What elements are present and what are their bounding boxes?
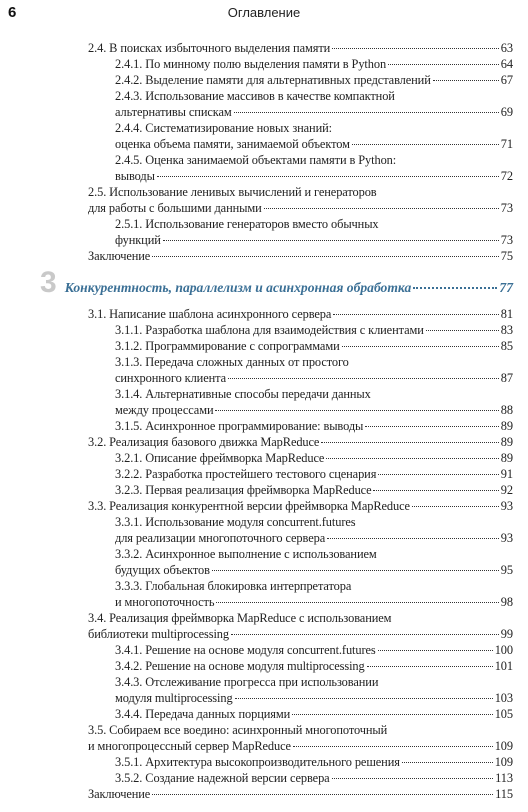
toc-entry-title[interactable]: 3.3.1. Использование модуля concurrent.futures <box>115 515 356 529</box>
chapter-number: 3 <box>40 266 57 299</box>
toc-entry-page: 93 <box>500 531 513 545</box>
dot-leader <box>228 378 499 379</box>
toc-entry-title: 3.1.1. Разработка шаблона для взаимодействия с клиентами <box>115 323 424 337</box>
toc-entry-title: 3.2.2. Разработка простейшего тестового сценария <box>115 467 377 481</box>
toc-entry-title-continued: и многопроцессный сервер MapReduce <box>88 739 291 753</box>
dot-leader <box>378 474 498 475</box>
toc-entry[interactable] <box>115 450 513 466</box>
toc-entry-title[interactable]: 3.3.2. Асинхронное выполнение с использованием <box>115 547 377 561</box>
dot-leader <box>264 208 499 209</box>
toc-entry-title: 3.1.2. Программирование с сопрограммами <box>115 339 340 353</box>
toc-entry[interactable] <box>88 786 513 802</box>
toc-entry[interactable] <box>115 338 513 354</box>
toc-entry-title: 3.1. Написание шаблона асинхронного сервера <box>88 307 332 321</box>
toc-entry-page: 63 <box>500 41 513 55</box>
toc-entry[interactable] <box>115 168 513 184</box>
toc-entry-title: 3.2.1. Описание фреймворка MapReduce <box>115 451 325 465</box>
dot-leader <box>378 650 493 651</box>
dot-leader <box>413 287 497 289</box>
dot-leader <box>412 506 499 507</box>
toc-entry-title: 3.3. Реализация конкурентной версии фреймворка MapReduce <box>88 499 410 513</box>
toc-entry-title: 2.4.1. По минному полю выделения памяти в Python <box>115 57 387 71</box>
toc-entry-title-continued: будущих объектов <box>115 563 210 577</box>
toc-entry[interactable] <box>115 482 513 498</box>
dot-leader <box>426 330 499 331</box>
toc-entry-title[interactable]: 2.4.4. Систематизирование новых знаний: <box>115 121 332 135</box>
toc-entry[interactable] <box>115 104 513 120</box>
dot-leader <box>327 538 499 539</box>
toc-entry-title-continued: для реализации многопоточного сервера <box>115 531 326 545</box>
toc-entry-title[interactable]: 3.1.4. Альтернативные способы передачи данных <box>115 387 371 401</box>
toc-entry-title-continued: выводы <box>115 169 155 183</box>
toc-entry-page: 101 <box>494 659 513 673</box>
dot-leader <box>342 346 499 347</box>
toc-entry[interactable] <box>115 642 513 658</box>
toc-entry-title-continued: альтернативы спискам <box>115 105 232 119</box>
toc-entry-title[interactable]: 3.1.3. Передача сложных данных от простого <box>115 355 349 369</box>
dot-leader <box>215 410 498 411</box>
toc-entry-page: 91 <box>500 467 513 481</box>
toc-entry[interactable] <box>115 530 513 546</box>
toc-entry-page: 103 <box>494 691 513 705</box>
toc-entry-title: 3.4.1. Решение на основе модуля concurrent.futures <box>115 643 376 657</box>
toc-entry[interactable] <box>115 72 513 88</box>
toc-entry-title[interactable]: 2.4.3. Использование массивов в качестве компактной <box>115 89 395 103</box>
dot-leader <box>163 240 499 241</box>
toc-entry[interactable] <box>115 706 513 722</box>
toc-entry-page: 99 <box>500 627 513 641</box>
dot-leader <box>332 778 494 779</box>
header-title: Оглавление <box>227 5 301 20</box>
toc-entry-title: 3.2.3. Первая реализация фреймворка MapReduce <box>115 483 372 497</box>
toc-entry-page: 93 <box>500 499 513 513</box>
dot-leader <box>216 602 498 603</box>
toc-entry-page: 73 <box>500 233 513 247</box>
toc-entry-title[interactable]: 2.5. Использование ленивых вычислений и генераторов <box>88 185 377 199</box>
toc-entry[interactable] <box>115 658 513 674</box>
toc-entry-page: 89 <box>500 451 513 465</box>
toc-entry-page: 81 <box>500 307 513 321</box>
toc-entry-page: 72 <box>500 169 513 183</box>
toc-entry[interactable] <box>88 738 513 754</box>
dot-leader <box>235 698 493 699</box>
toc-entry-page: 71 <box>500 137 513 151</box>
toc-entry[interactable] <box>115 402 513 418</box>
header-page-number: 6 <box>8 4 17 21</box>
toc-entry[interactable] <box>88 248 513 264</box>
toc-entry-title[interactable]: 2.4.5. Оценка занимаемой объектами памяти в Python: <box>115 153 397 167</box>
toc-entry-page: 95 <box>500 563 513 577</box>
toc-entry-page: 83 <box>500 323 513 337</box>
toc-entry-title-continued: между процессами <box>115 403 214 417</box>
toc-entry-title-continued: функций <box>115 233 161 247</box>
toc-entry[interactable] <box>115 322 513 338</box>
toc-entry-page: 88 <box>500 403 513 417</box>
toc-entry-page: 87 <box>500 371 513 385</box>
toc-entry-title-continued: и многопоточность <box>115 595 215 609</box>
toc-entry-title[interactable]: 2.5.1. Использование генераторов вместо обычных <box>115 217 379 231</box>
toc-entry-title-continued: синхронного клиента <box>115 371 227 385</box>
toc-entry-page: 92 <box>500 483 513 497</box>
toc-entry-title: Заключение <box>88 249 151 263</box>
dot-leader <box>234 112 499 113</box>
toc-entry[interactable] <box>115 418 513 434</box>
dot-leader <box>321 442 498 443</box>
toc-entry-title[interactable]: 3.4. Реализация фреймворка MapReduce с использованием <box>88 611 392 625</box>
dot-leader <box>367 666 493 667</box>
toc-entry-page: 113 <box>495 771 513 785</box>
toc-entry-page: 98 <box>500 595 513 609</box>
dot-leader <box>365 426 499 427</box>
dot-leader <box>152 256 499 257</box>
toc-entry[interactable] <box>88 306 513 322</box>
dot-leader <box>433 80 499 81</box>
toc-entry-title: Заключение <box>88 787 151 801</box>
toc-entry-title: 3.1.5. Асинхронное программирование: выводы <box>115 419 364 433</box>
toc-entry-title[interactable]: 3.3.3. Глобальная блокировка интерпретатора <box>115 579 352 593</box>
toc-entry-page: 67 <box>500 73 513 87</box>
toc-entry[interactable] <box>115 232 513 248</box>
toc-entry-title: 2.4.2. Выделение памяти для альтернативных представлений <box>115 73 431 87</box>
toc-entry[interactable] <box>115 754 513 770</box>
toc-entry-page: 100 <box>494 643 513 657</box>
toc-entry-page: 69 <box>500 105 513 119</box>
toc-entry-title: 3.5.2. Создание надежной версии сервера <box>115 771 330 785</box>
chapter-title: Конкурентность, параллелизм и асинхронная обработка <box>64 280 412 295</box>
dot-leader <box>373 490 498 491</box>
toc-entry-page: 115 <box>495 787 513 801</box>
toc-entry-title: 3.5.1. Архитектура высокопроизводительного решения <box>115 755 400 769</box>
dot-leader <box>157 176 499 177</box>
dot-leader <box>332 48 499 49</box>
toc-entry-page: 109 <box>494 739 513 753</box>
toc-entry-page: 109 <box>494 755 513 769</box>
toc-entry[interactable] <box>115 594 513 610</box>
toc-entry[interactable] <box>115 562 513 578</box>
toc-entry[interactable] <box>88 40 513 56</box>
dot-leader <box>231 634 499 635</box>
toc-entry-page: 73 <box>500 201 513 215</box>
toc-entry-page: 105 <box>494 707 513 721</box>
toc-entry-title-continued: для работы с большими данными <box>88 201 262 215</box>
dot-leader <box>326 458 499 459</box>
dot-leader <box>292 714 493 715</box>
dot-leader <box>352 144 499 145</box>
dot-leader <box>212 570 499 571</box>
dot-leader <box>293 746 493 747</box>
toc-entry-title[interactable]: 3.5. Собираем все воедино: асинхронный многопоточный <box>88 723 388 737</box>
toc-entry[interactable] <box>115 370 513 386</box>
toc-entry[interactable] <box>115 770 513 786</box>
toc-entry[interactable] <box>115 56 513 72</box>
dot-leader <box>388 64 499 65</box>
toc-entry-title: 2.4. В поисках избыточного выделения памяти <box>88 41 331 55</box>
dot-leader <box>402 762 493 763</box>
toc-entry-page: 75 <box>500 249 513 263</box>
dot-leader <box>333 314 499 315</box>
chapter-page: 77 <box>499 280 513 295</box>
chapter-heading[interactable] <box>40 268 513 298</box>
toc-entry-page: 85 <box>500 339 513 353</box>
toc-entry-page: 89 <box>500 435 513 449</box>
toc-entry[interactable] <box>115 466 513 482</box>
toc-entry-title-continued: оценка объема памяти, занимаемой объектом <box>115 137 350 151</box>
toc-entry-title: 3.4.4. Передача данных порциями <box>115 707 291 721</box>
toc-entry[interactable] <box>115 136 513 152</box>
toc-entry[interactable] <box>88 434 513 450</box>
toc-entry[interactable] <box>88 626 513 642</box>
toc-entry-title: 3.4.2. Решение на основе модуля multiprocessing <box>115 659 365 673</box>
toc-entry[interactable] <box>88 200 513 216</box>
toc-entry-title[interactable]: 3.4.3. Отслеживание прогресса при использовании <box>115 675 379 689</box>
toc-entry[interactable] <box>88 498 513 514</box>
toc-entry-page: 89 <box>500 419 513 433</box>
dot-leader <box>152 794 493 795</box>
toc-entry-title-continued: библиотеки multiprocessing <box>88 627 229 641</box>
toc-entry-title: 3.2. Реализация базового движка MapReduce <box>88 435 320 449</box>
toc-entry[interactable] <box>115 690 513 706</box>
toc-entry-title-continued: модуля multiprocessing <box>115 691 233 705</box>
toc-entry-page: 64 <box>500 57 513 71</box>
